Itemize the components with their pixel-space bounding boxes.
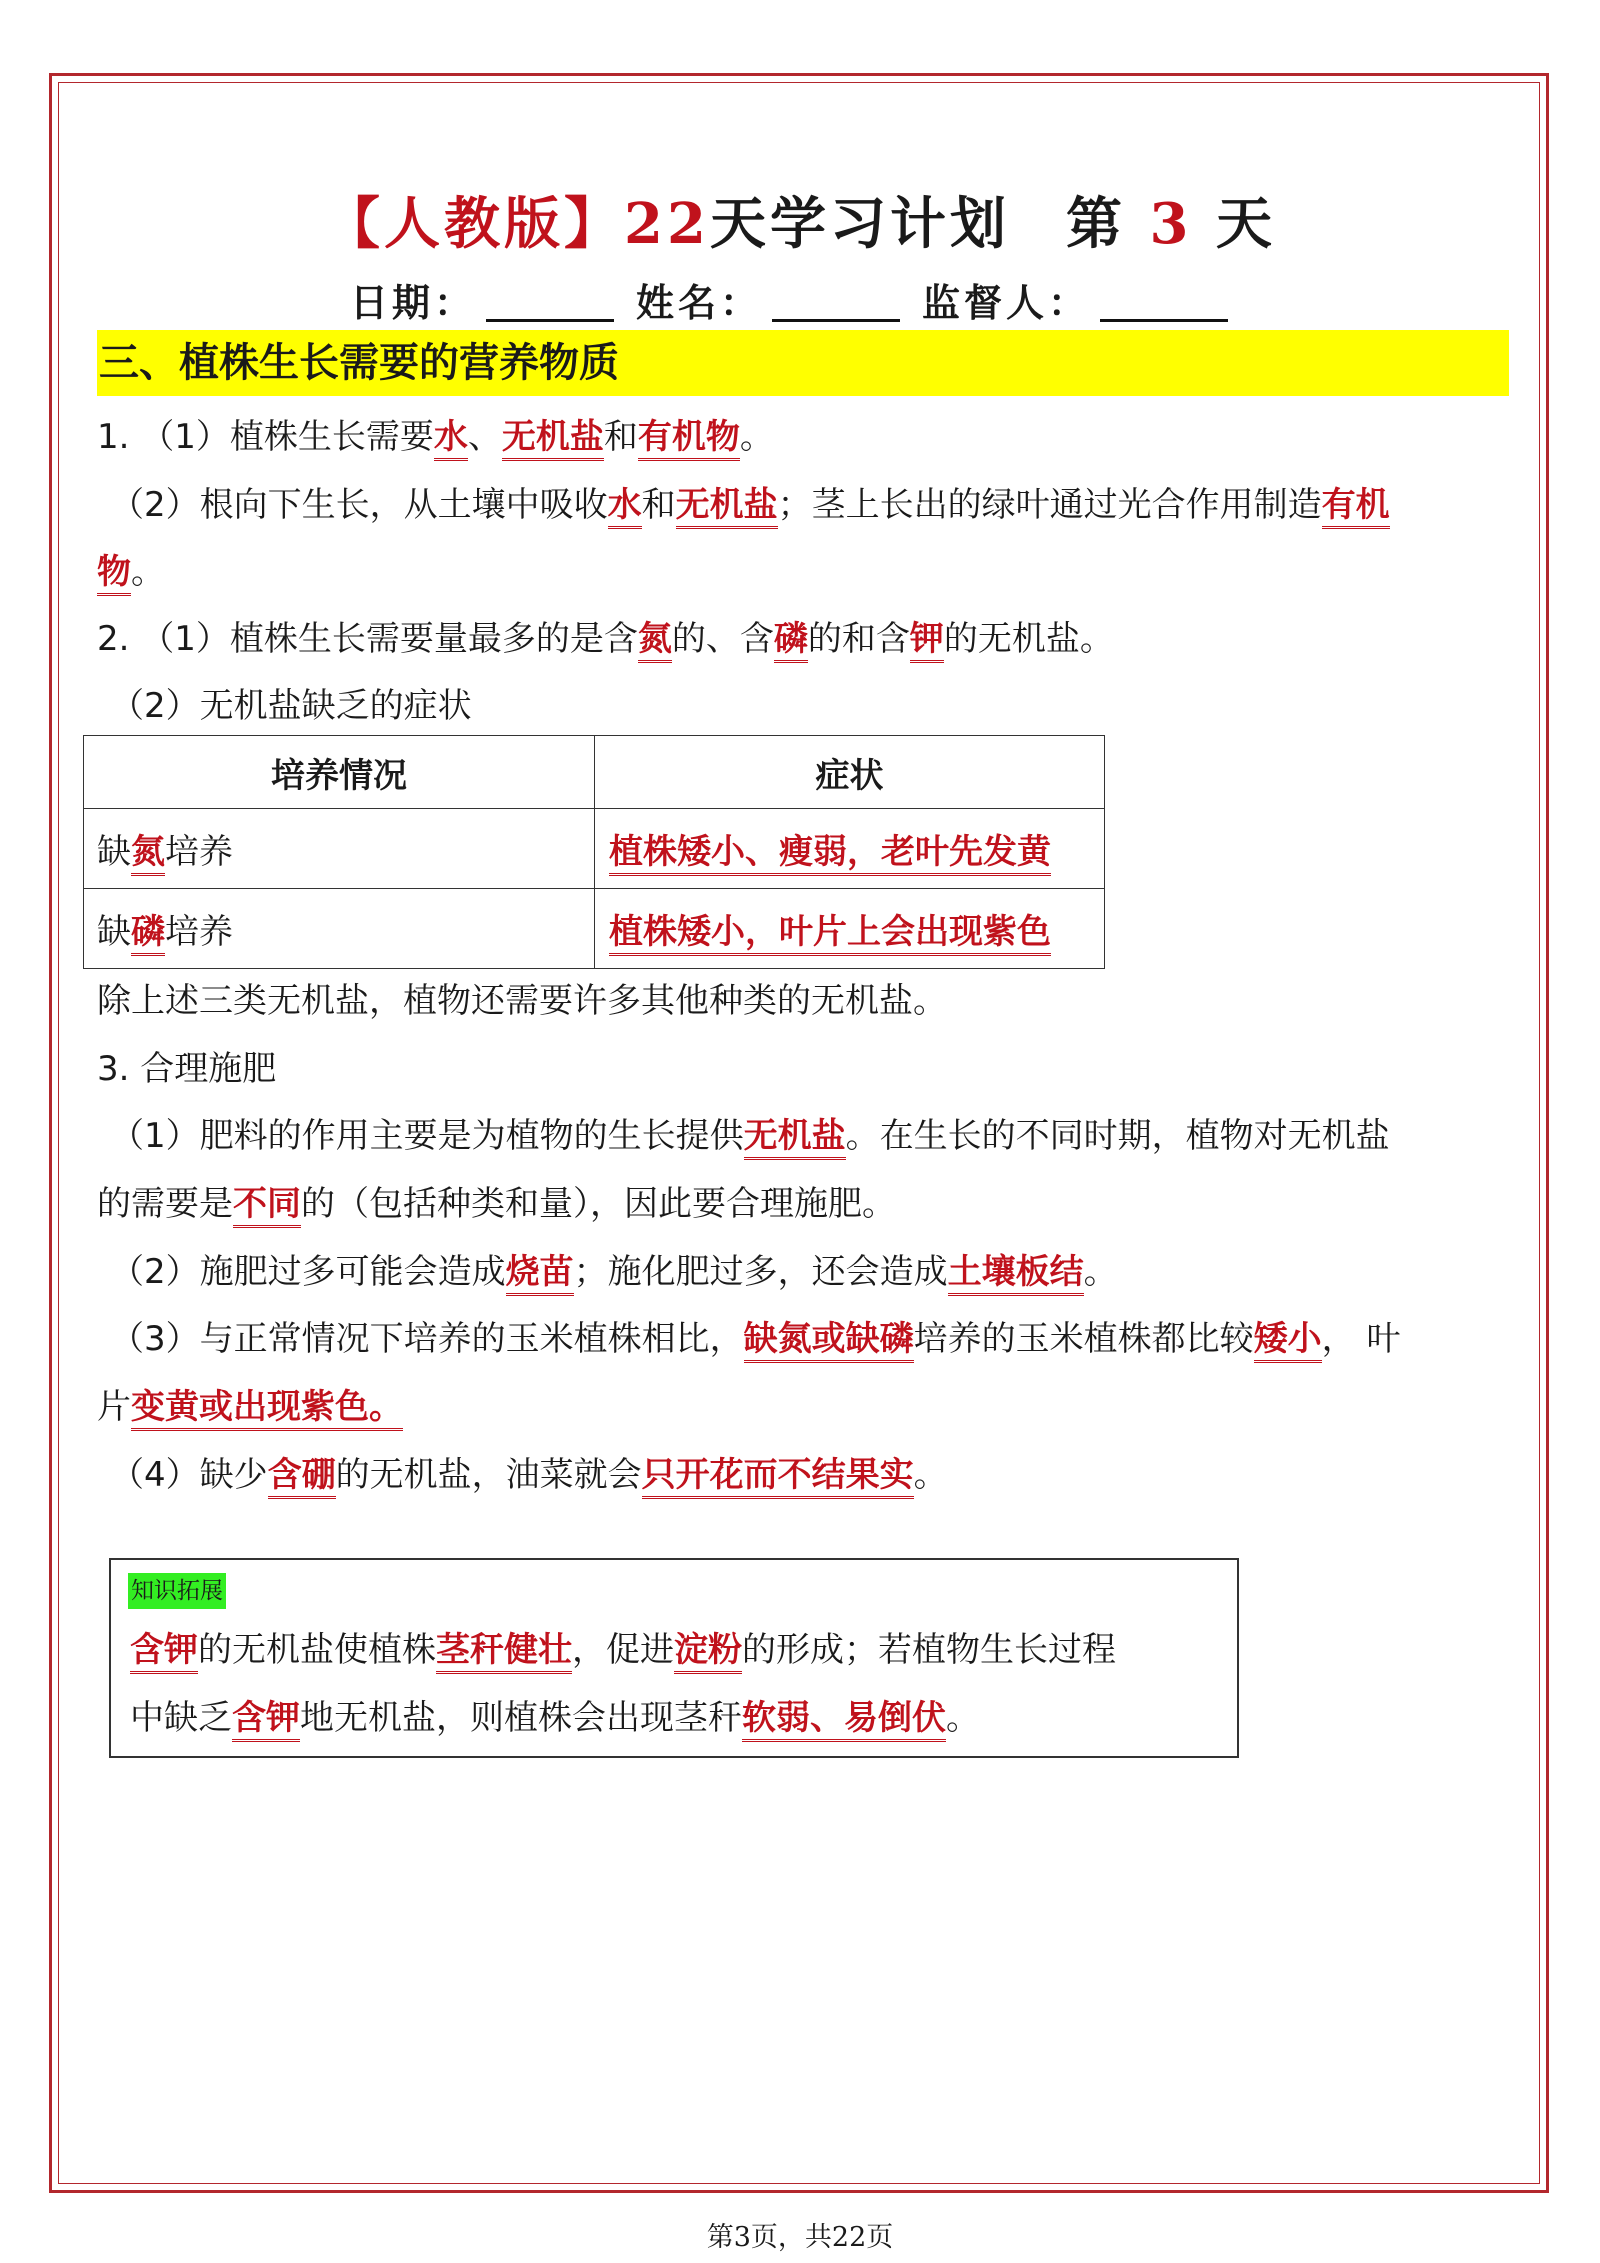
answer-different: 不同 — [233, 1184, 301, 1228]
p7-end: 的（包括种类和量），因此要合理施肥。 — [301, 1184, 896, 1224]
p9-text-2: 培养的玉米植株都比较 — [913, 1319, 1254, 1359]
paragraph-2 — [110, 482, 1390, 528]
title-plan-days: 22 — [624, 191, 710, 257]
p9-text-4: 片 — [97, 1387, 131, 1427]
table-cell-condition — [84, 889, 595, 969]
answer-phosphorus: 磷 — [774, 619, 808, 663]
answer-water: 水 — [608, 485, 642, 529]
answer-starch: 淀粉 — [674, 1630, 742, 1674]
answer-mineral-salt: 无机盐 — [676, 485, 778, 529]
page-title — [0, 180, 1600, 260]
answer-yellow-or-purple: 变黄或出现紫色。 — [131, 1387, 403, 1431]
table-cell-symptom — [595, 889, 1105, 969]
title-day-suffix: 天 — [1215, 191, 1276, 257]
knowledge-text-2: ，促进 — [572, 1630, 674, 1670]
knowledge-text-5: 地无机盐，则植株会出现茎秆 — [300, 1698, 742, 1738]
answer-nitrogen: 氮 — [638, 619, 672, 663]
table-header-condition: 培养情况 — [84, 736, 595, 809]
paragraph-8 — [110, 1249, 1118, 1295]
answer-short: 矮小 — [1254, 1319, 1322, 1363]
paragraph-4: （2）无机盐缺乏的症状 — [110, 686, 472, 726]
p2-end: 。 — [131, 552, 165, 592]
p2-text-2: ；茎上长出的绿叶通过光合作用制造 — [777, 485, 1322, 525]
knowledge-line-2 — [130, 1695, 980, 1741]
p10-text: （4）缺少 — [110, 1455, 268, 1495]
answer-mineral-salt: 无机盐 — [502, 417, 604, 461]
section-heading: 三、植株生长需要的营养物质 — [97, 330, 1509, 396]
answer-potassium: 含钾 — [130, 1630, 198, 1674]
p10-end: 。 — [913, 1455, 948, 1495]
knowledge-line-1 — [130, 1627, 1116, 1673]
answer-phosphorus: 磷 — [131, 912, 165, 956]
answer-symptom: 植株矮小，叶片上会出现紫色 — [609, 912, 1051, 956]
info-line — [0, 272, 1600, 327]
answer-water: 水 — [434, 417, 468, 461]
title-day-prefix: 第 — [1065, 191, 1126, 257]
p1-end: 。 — [739, 417, 774, 457]
p8-text-2: ；施化肥过多，还会造成 — [573, 1252, 948, 1292]
symptoms-table — [83, 735, 1105, 969]
title-plan-text: 天学习计划 — [709, 191, 1010, 257]
cell-text: 缺 — [97, 912, 131, 952]
p1-text: 1. （1）植株生长需要 — [97, 417, 434, 457]
p9-text-3: ， 叶 — [1321, 1319, 1401, 1359]
answer-organic-matter: 有机物 — [638, 417, 740, 461]
knowledge-text-3: 的形成；若植物生长过程 — [742, 1630, 1116, 1670]
p7-text-3: 的需要是 — [97, 1184, 233, 1224]
table-header-symptom: 症状 — [595, 736, 1105, 809]
answer-lack-n-or-p: 缺氮或缺磷 — [744, 1319, 914, 1363]
table-cell-condition — [84, 809, 595, 889]
answer-organic-matter: 有机 — [1322, 485, 1390, 529]
page-number: 第3页，共22页 — [706, 2222, 894, 2253]
answer-soil-compaction: 土壤板结 — [948, 1252, 1084, 1296]
name-field[interactable] — [772, 283, 900, 322]
answer-symptom: 植株矮小、瘦弱，老叶先发黄 — [609, 832, 1051, 876]
p2-text: （2）根向下生长，从土壤中吸收 — [110, 485, 608, 525]
paragraph-2-cont — [97, 549, 165, 595]
answer-mineral-salt: 无机盐 — [744, 1116, 846, 1160]
answer-nitrogen: 氮 — [131, 832, 165, 876]
paragraph-10 — [110, 1452, 948, 1498]
title-edition: 【人教版】 — [324, 191, 625, 257]
paragraph-7-cont — [97, 1181, 896, 1227]
p1-sep: 、 — [467, 417, 502, 457]
p8-end: 。 — [1083, 1252, 1118, 1292]
p8-text: （2）施肥过多可能会造成 — [110, 1252, 506, 1292]
answer-weak-lodging: 软弱、易倒伏 — [742, 1698, 946, 1742]
paragraph-7 — [110, 1113, 1390, 1159]
supervisor-field[interactable] — [1100, 283, 1228, 322]
p9-text: （3）与正常情况下培养的玉米植株相比， — [110, 1319, 744, 1359]
date-field[interactable] — [486, 283, 614, 322]
paragraph-3 — [97, 616, 1114, 662]
answer-boron: 含硼 — [268, 1455, 336, 1499]
answer-potassium: 含钾 — [232, 1698, 300, 1742]
answer-flower-no-fruit: 只开花而不结果实 — [642, 1455, 914, 1499]
p3-end: 的无机盐。 — [943, 619, 1114, 659]
p7-text: （1）肥料的作用主要是为植物的生长提供 — [110, 1116, 744, 1156]
cell-text: 培养 — [165, 912, 233, 952]
table-header-row — [84, 736, 1105, 809]
paragraph-9 — [110, 1316, 1400, 1362]
p2-sep: 和 — [641, 485, 676, 525]
paragraph-1 — [97, 414, 774, 460]
p3-sep2: 的和含 — [807, 619, 910, 659]
cell-text: 缺 — [97, 832, 131, 872]
knowledge-text: 的无机盐使植株 — [198, 1630, 436, 1670]
p7-text-2: 。在生长的不同时期，植物对无机盐 — [845, 1116, 1390, 1156]
p3-sep: 的、含 — [671, 619, 774, 659]
answer-burn-seedlings: 烧苗 — [506, 1252, 574, 1296]
answer-organic-matter-end: 物 — [97, 552, 131, 596]
paragraph-9-cont — [97, 1384, 403, 1430]
p3-text: 2. （1）植株生长需要量最多的是含 — [97, 619, 638, 659]
answer-strong-stem: 茎秆健壮 — [436, 1630, 572, 1674]
paragraph-6: 3. 合理施肥 — [97, 1049, 277, 1089]
date-label: 日期： — [349, 280, 476, 325]
cell-text: 培养 — [165, 832, 233, 872]
p1-sep2: 和 — [603, 417, 638, 457]
table-row — [84, 809, 1105, 889]
table-cell-symptom — [595, 809, 1105, 889]
knowledge-end: 。 — [946, 1698, 980, 1738]
p10-text-2: 的无机盐，油菜就会 — [335, 1455, 642, 1495]
answer-potassium: 钾 — [910, 619, 944, 663]
title-day-number: 3 — [1149, 191, 1193, 257]
paragraph-5: 除上述三类无机盐，植物还需要许多其他种类的无机盐。 — [97, 981, 947, 1021]
table-row — [84, 889, 1105, 969]
name-label: 姓名： — [635, 280, 762, 325]
supervisor-label: 监督人： — [922, 280, 1091, 325]
knowledge-tag: 知识拓展 — [128, 1573, 226, 1609]
knowledge-text-4: 中缺乏 — [130, 1698, 232, 1738]
